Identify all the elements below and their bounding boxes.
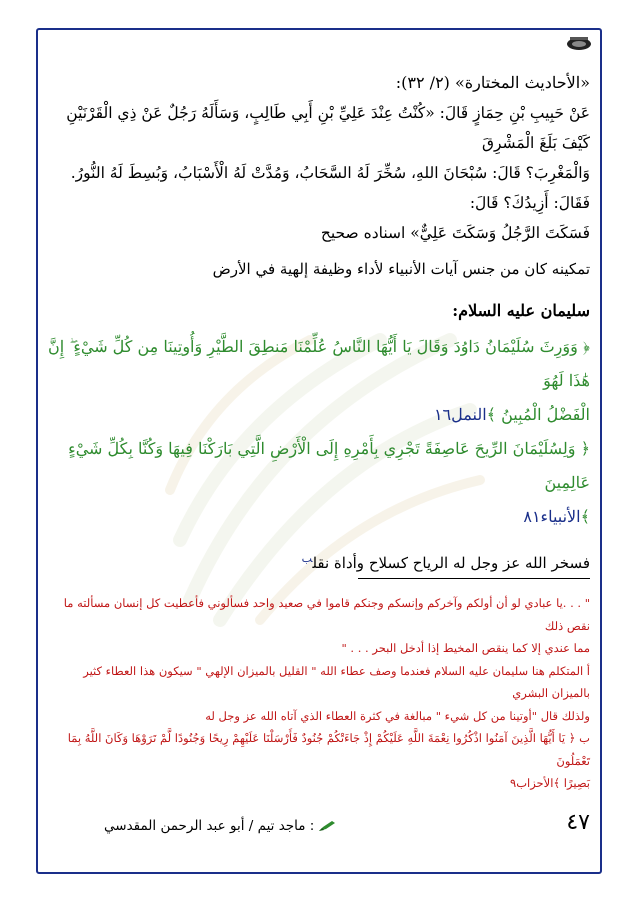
hadith-line-3: فَسَكَتَ الرَّجُلُ وَسَكَتَ عَلِيٌّ» اسناده صحيح bbox=[320, 224, 590, 242]
section-title: سليمان عليه السلام: bbox=[452, 301, 590, 320]
footnote-1-line-1: " . . .يا عبادي لو أن أولكم وآخركم وإنسكم وجنكم قاموا في صعيد واحد فسألوني فأعطيت كل إنسان مسألته ما نقص ذلك bbox=[63, 596, 590, 633]
verse-2-line-2 bbox=[44, 500, 590, 534]
footnote-2-line-1: أ المتكلم هنا سليمان عليه السلام فعندما وصف عطاء الله " القليل بالميزان الإلهي " سيكون هذا العطاء كثير بالميزان البشري bbox=[83, 663, 590, 700]
tamkeen-text: تمكينه كان من جنس آيات الأنبياء لأداء وظيفة إلهية في الأرض bbox=[212, 260, 590, 278]
verse-1-line-2 bbox=[44, 398, 590, 432]
footnote-1-line-2: مما عندي إلا كما ينقص المخيط إذا أدخل البحر . . . " bbox=[341, 641, 590, 655]
footnote-3-line-1: ب ﴿ يَا أَيُّهَا الَّذِينَ آمَنُوا اذْكُرُوا نِعْمَةَ اللَّهِ عَلَيْكُمْ إِذْ جَاءَتْكُمْ جُنُودٌ فَأَرْسَلْنَا عَلَيْهِمْ رِيحًا وَجُنُودًا لَّمْ تَرَوْهَا وَكَانَ اللَّهُ بِمَا تَعْمَلُونَ bbox=[67, 731, 590, 768]
footnote-2-line-2: ولذلك قال "أوتينا من كل شيء " مبالغة في كثرة العطاء الذي آتاه الله عز وجل له bbox=[205, 708, 590, 723]
author-name: : ماجد تيم / أبو عبد الرحمن المقدسي bbox=[104, 818, 315, 834]
publisher-logo-icon bbox=[566, 36, 592, 52]
footnote-3-line-2: بَصِيرًا ﴾الأحزاب٩ bbox=[510, 776, 590, 790]
conclusion-body: فسخر الله عز وجل له الرياح كسلاح وأداة نقل bbox=[312, 554, 590, 572]
hadith-line-2: وَالْمَغْرِبَ؟ قَالَ: سُبْحَانَ اللهِ، سُخِّرَ لَهُ السَّحَابُ، وَمُدَّتْ لَهُ الْأَسْبَابُ، وَبُسِطَ لَهُ النُّورُ. فَقَالَ: أَزِيدُكَ؟ قَالَ: bbox=[70, 164, 590, 212]
page-footer bbox=[44, 808, 590, 848]
verse-1-end: الْفَضْلُ الْمُبِينُ ﴾ bbox=[486, 405, 590, 424]
source-heading: «الأحاديث المختارة» (٢/ ٣٢): bbox=[395, 73, 590, 92]
main-content bbox=[44, 70, 590, 578]
verse-2-line-1: ﴿ وَلِسُلَيْمَانَ الرِّيحَ عَاصِفَةً تَجْرِي بِأَمْرِهِ إِلَى الْأَرْضِ الَّتِي بَارَكْنَا فِيهَا وَكُنَّا بِكُلِّ شَيْءٍ عَالِمِينَ bbox=[68, 439, 590, 492]
footnotes bbox=[44, 592, 590, 795]
conclusion-text bbox=[44, 544, 590, 578]
author-credit bbox=[104, 818, 336, 834]
hadith-line-1: عَنْ حَبِيبِ بْنِ حِمَازٍ قَالَ: «كُنْتُ عِنْدَ عَلِيِّ بْنِ أَبِي طَالِبٍ، وَسَأَلَهُ رَجُلٌ عَنْ ذِي الْقَرْنَيْنِ كَيْفَ بَلَغَ الْمَشْرِقَ bbox=[66, 104, 590, 152]
verse-2-end: ﴾ bbox=[580, 507, 590, 526]
verse-1-reference: النمل١٦ bbox=[433, 405, 487, 424]
verse-2-reference: الأنبياء٨١ bbox=[523, 507, 581, 526]
footnote-separator bbox=[358, 578, 590, 579]
verse-1-line-1: ﴿ وَوَرِثَ سُلَيْمَانُ دَاوُدَ وَقَالَ يَا أَيُّهَا النَّاسُ عُلِّمْنَا مَنطِقَ الطَّيْرِ وَأُوتِينَا مِن كُلِّ شَيْءٍ ۖ إِنَّ هَٰذَا لَهُوَ bbox=[48, 337, 590, 390]
pen-icon bbox=[318, 820, 336, 832]
footnote-marker: ب bbox=[301, 552, 313, 565]
page-number: ٤٧ bbox=[566, 810, 590, 835]
